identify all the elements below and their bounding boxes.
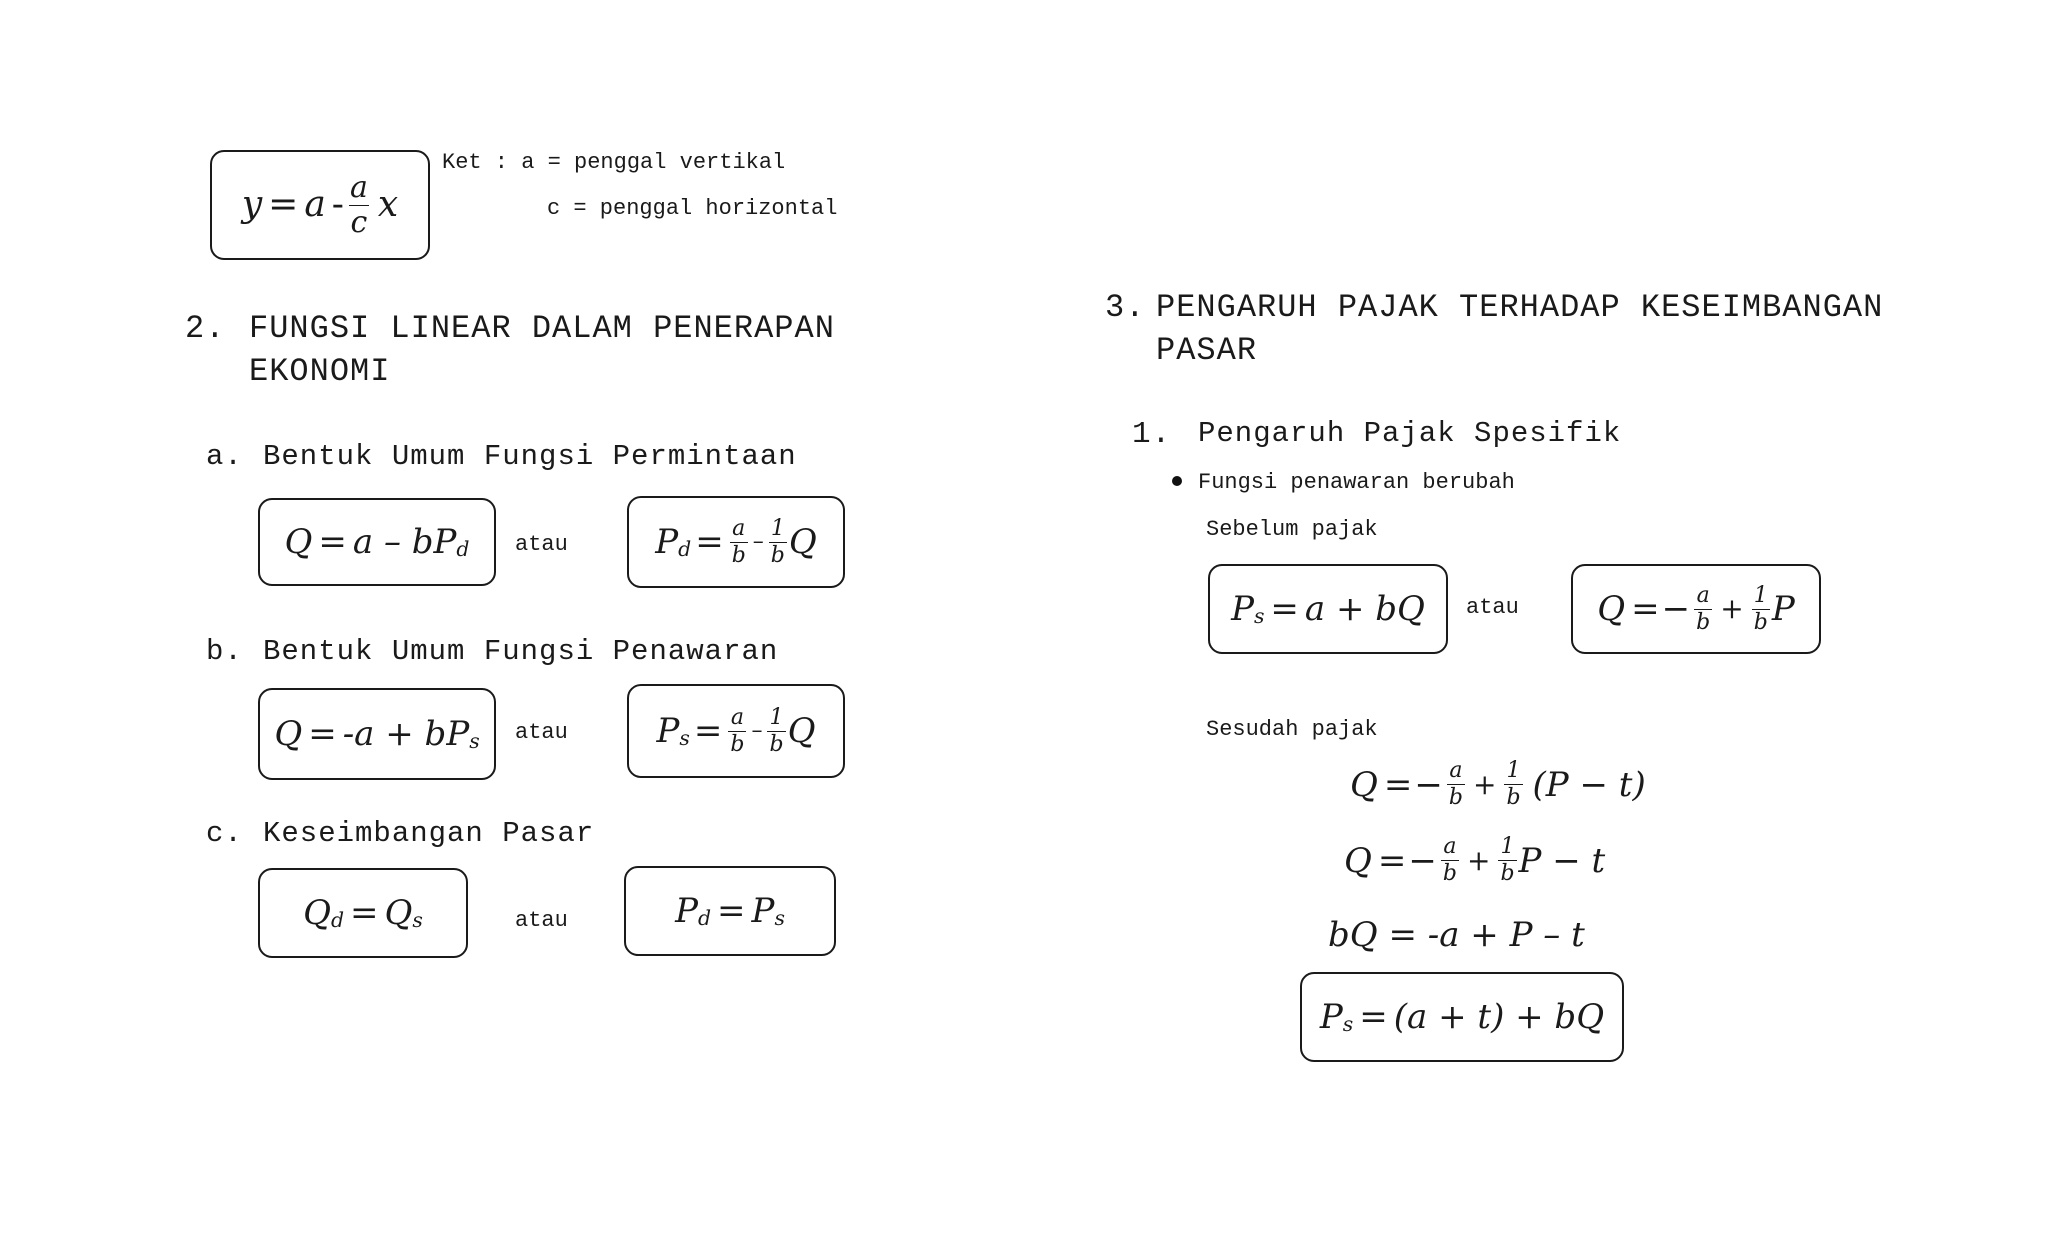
- sesudah-pajak-label: Sesudah pajak: [1206, 717, 1378, 742]
- bullet-dot: [1172, 476, 1182, 486]
- bullet-text: Fungsi penawaran berubah: [1198, 470, 1515, 495]
- formula-box-supply-p: P s = $\frac{a}{b}$ – 1 b Q: [627, 684, 845, 778]
- section-3-number: 3.: [1105, 289, 1146, 326]
- atau-a: atau: [515, 532, 568, 557]
- item-c-letter: c.: [206, 817, 243, 850]
- after-tax-step-3: bQ = -a + P – t: [1328, 915, 1585, 955]
- atau-c: atau: [515, 908, 568, 933]
- section-3-title: PENGARUH PAJAK TERHADAP KESEIMBANGAN PASAR: [1156, 289, 1884, 369]
- item-b-letter: b.: [206, 635, 243, 668]
- sub-1-title: Pengaruh Pajak Spesifik: [1198, 417, 1622, 450]
- formula-intercept: y = a - a c x: [241, 169, 399, 240]
- formula-box-before-tax-p: P s = a + bQ: [1208, 564, 1448, 654]
- formula-box-intercept: [210, 150, 430, 260]
- ket-line-2: c = penggal horizontal: [547, 196, 838, 221]
- formula-box-equilibrium-q: Q d = Q s: [258, 868, 468, 958]
- formula-box-supply-q: Q = -a + bP s: [258, 688, 496, 780]
- item-a-label: Bentuk Umum Fungsi Permintaan: [263, 440, 797, 473]
- fraction-a-over-c: a c: [349, 169, 368, 240]
- atau-before-tax: atau: [1466, 595, 1519, 620]
- after-tax-step-2: Q = − $\frac{a}{b}$ + $\frac{1}{b}$ P − t: [1344, 834, 1606, 886]
- ket-line-1: Ket : a = penggal vertikal: [442, 150, 786, 175]
- section-2-title: FUNGSI LINEAR DALAM PENERAPAN EKONOMI: [249, 310, 835, 390]
- after-tax-step-1: Q = − $\frac{a}{b}$ + $\frac{1}{b}$ (P − t): [1350, 758, 1646, 810]
- atau-b: atau: [515, 720, 568, 745]
- formula-box-before-tax-q: Q = − $\frac{a}{b}$ + $\frac{1}{b}$ P: [1571, 564, 1821, 654]
- section-2-number: 2.: [185, 310, 226, 347]
- formula-box-demand-p: P d = $\frac{a}{b}$ – 1 b Q: [627, 496, 845, 588]
- item-c-label: Keseimbangan Pasar: [263, 817, 595, 850]
- sub-1-number: 1.: [1132, 417, 1172, 452]
- formula-box-after-tax-result: P s = (a + t) + bQ: [1300, 972, 1624, 1062]
- formula-box-equilibrium-p: P d = P s: [624, 866, 836, 956]
- item-a-letter: a.: [206, 440, 243, 473]
- formula-box-demand-q: Q = a – bP d: [258, 498, 496, 586]
- item-b-label: Bentuk Umum Fungsi Penawaran: [263, 635, 779, 668]
- sebelum-pajak-label: Sebelum pajak: [1206, 517, 1378, 542]
